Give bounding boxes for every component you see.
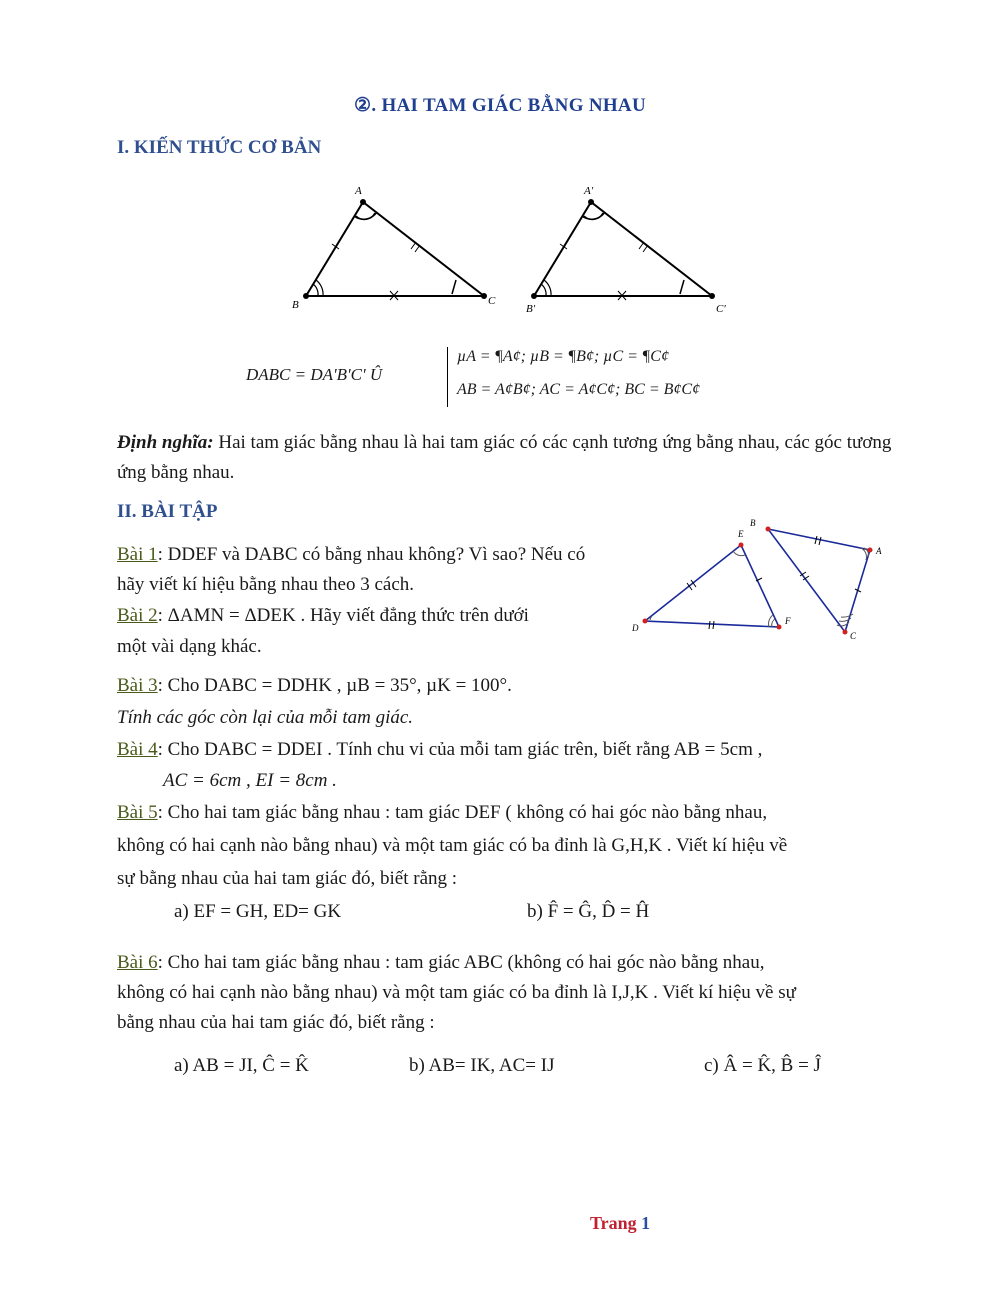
exercise-6-label: Bài 6 xyxy=(117,952,158,973)
exercise-6-line2: không có hai cạnh nào bằng nhau) và một tam giác có ba đỉnh là I,J,K . Viết kí hiệu về sự xyxy=(117,982,796,1003)
triangle-def xyxy=(645,545,779,627)
definition-text: Hai tam giác bằng nhau là hai tam giác có các cạnh tương ứng bằng nhau, các góc tương ứng bằng nhau. xyxy=(117,432,892,483)
section-heading-exercises: II. BÀI TẬP xyxy=(117,501,218,522)
exercise-2-label: Bài 2 xyxy=(117,605,158,626)
exercise-4-label: Bài 4 xyxy=(117,739,158,760)
section-heading-basic-knowledge: I. KIẾN THỨC CƠ BẢN xyxy=(117,137,322,158)
page-title: ②. HAI TAM GIÁC BẰNG NHAU xyxy=(354,95,646,116)
exercise-3-line2: Tính các góc còn lại của mỗi tam giác. xyxy=(117,707,414,728)
exercise-triangles-figure xyxy=(625,515,895,640)
formula-sides-line: AB = A¢B¢; AC = A¢C¢; BC = B¢C¢ xyxy=(457,381,701,398)
exercise-5-line2: không có hai cạnh nào bằng nhau) và một tam giác có ba đỉnh là G,H,K . Viết kí hiệu về xyxy=(117,835,788,856)
exercise-4-line2: AC = 6cm , EI = 8cm . xyxy=(163,770,337,791)
exercise-6-part-b: b) AB= IK, AC= IJ xyxy=(409,1055,555,1076)
exercise-4-line1: Bài 4: Cho DABC = DDEI . Tính chu vi của mỗi tam giác trên, biết rằng AB = 5cm , xyxy=(117,739,763,760)
exercise-6-line3: bằng nhau của hai tam giác đó, biết rằng : xyxy=(117,1012,435,1033)
exercise-5-line3: sự bằng nhau của hai tam giác đó, biết rằng : xyxy=(117,868,458,889)
exercise-6-line1: Bài 6: Cho hai tam giác bằng nhau : tam giác ABC (không có hai góc nào bằng nhau, xyxy=(117,952,765,973)
vertex-label-b2: B xyxy=(750,518,756,528)
vertex-label-b: B xyxy=(292,299,299,311)
exercise-3-label: Bài 3 xyxy=(117,675,158,696)
vertex-label-a: A xyxy=(355,185,362,197)
vertex-label-c-prime: C′ xyxy=(716,303,726,315)
formula-lhs: DABC = DA'B'C' Û xyxy=(246,365,383,384)
exercise-5-part-b: b) F̂ = Ĝ, D̂ = Ĥ xyxy=(527,901,650,922)
vertex-label-c2: C xyxy=(850,631,857,640)
vertex-label-b-prime: B′ xyxy=(526,303,536,315)
exercise-6-part-a: a) AB = JI, Ĉ = K̂ xyxy=(174,1055,309,1076)
page-number: Trang 1 xyxy=(590,1213,651,1233)
vertex-label-f: F xyxy=(785,616,791,626)
vertex-label-e: E xyxy=(738,529,744,539)
vertex-label-a-prime: A′ xyxy=(584,185,594,197)
exercise-2-line1: Bài 2: ΔAMN = ΔDEK . Hãy viết đẳng thức trên dưới xyxy=(117,605,529,626)
exercise-5-part-a: a) EF = GH, ED= GK xyxy=(174,901,342,922)
congruent-triangles-figure xyxy=(280,178,740,318)
vertex-label-a2: A xyxy=(876,546,882,556)
definition-label: Định nghĩa: xyxy=(117,432,214,453)
exercise-1-label: Bài 1 xyxy=(117,544,158,565)
vertex-label-c: C xyxy=(488,295,496,307)
exercise-6-part-c: c) Â = K̂, B̂ = Ĵ xyxy=(704,1055,821,1076)
system-brace xyxy=(447,347,452,407)
exercise-5-label: Bài 5 xyxy=(117,802,158,823)
exercise-3-line1: Bài 3: Cho DABC = DDHK , µB = 35°, µK = 100°. xyxy=(117,675,512,696)
definition-paragraph xyxy=(117,428,907,488)
exercise-2-line2: một vài dạng khác. xyxy=(117,636,262,657)
vertex-label-d: D xyxy=(632,623,639,633)
formula-angles-line: µA = ¶A¢; µB = ¶B¢; µC = ¶C¢ xyxy=(457,348,669,365)
exercise-1-line2: hãy viết kí hiệu bằng nhau theo 3 cách. xyxy=(117,574,415,595)
exercise-1-line1: Bài 1: DDEF và DABC có bằng nhau không? Vì sao? Nếu có xyxy=(117,544,586,565)
triangle-abc xyxy=(306,202,484,296)
exercise-5-line1: Bài 5: Cho hai tam giác bằng nhau : tam giác DEF ( không có hai góc nào bằng nhau, xyxy=(117,802,768,823)
triangle-a2b2c2 xyxy=(534,202,712,296)
